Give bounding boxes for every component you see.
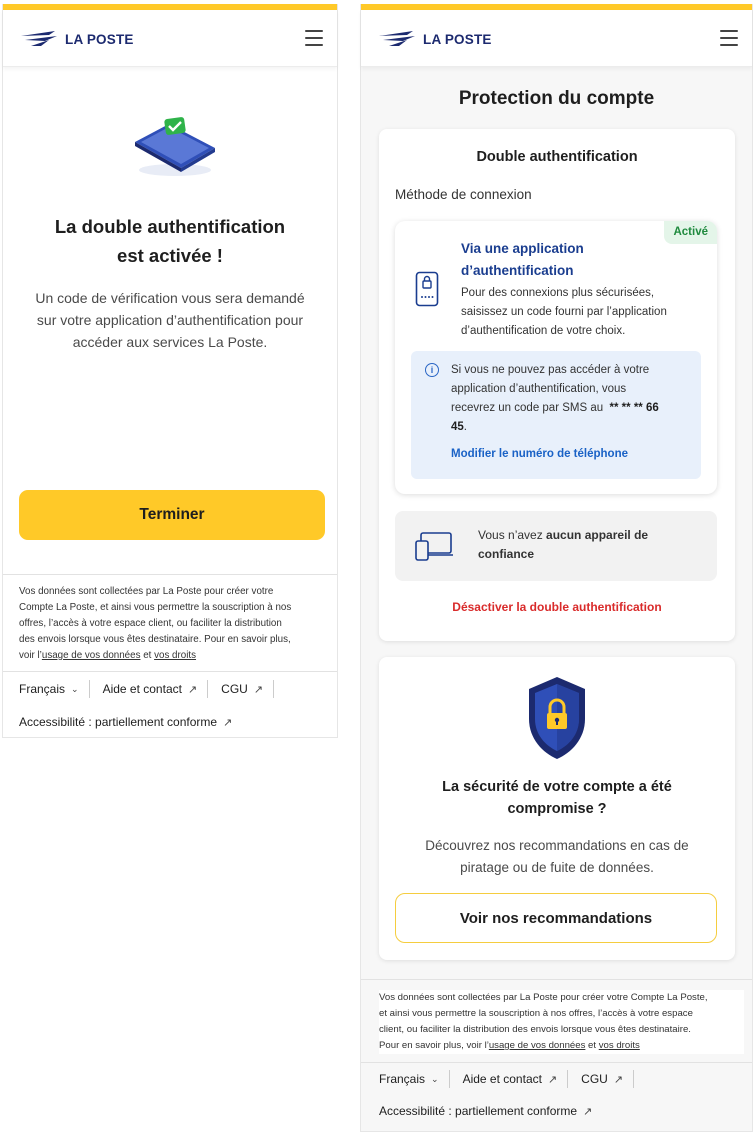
- legal-line: Vos données sont collectées par La Poste pour créer votre Compte La Poste,: [379, 992, 708, 1003]
- title-line: La double authentification: [54, 216, 286, 237]
- security-advice-card: [379, 657, 735, 960]
- la-poste-logo[interactable]: [377, 30, 492, 48]
- confirmation-screen: [2, 4, 338, 738]
- trusted-devices-box: [395, 511, 717, 581]
- help-contact-link[interactable]: [103, 680, 209, 698]
- cgu-link[interactable]: [221, 680, 274, 698]
- method-title-line: d’authentification: [461, 263, 574, 278]
- language-selector[interactable]: [379, 1070, 450, 1088]
- text-line: sur votre application d’authentification pour: [36, 312, 304, 328]
- two-factor-card: [379, 129, 735, 641]
- shield-lock-icon: [527, 675, 587, 766]
- legal-line: Compte La Poste, et ainsi vous permettre la souscription à nos: [19, 602, 292, 613]
- security-title: [409, 776, 705, 820]
- footer-links: [19, 680, 327, 698]
- info-icon: i: [425, 363, 439, 377]
- legal-text: Pour en savoir plus, voir l’: [379, 1040, 489, 1051]
- phone-check-illustration: [129, 114, 221, 191]
- external-arrow-icon: ↗: [253, 683, 264, 696]
- status-badge: Activé: [664, 221, 717, 244]
- card-title: Double authentification: [476, 149, 638, 165]
- accessibility-label: Accessibilité : partiellement conforme: [379, 1104, 578, 1118]
- data-usage-link[interactable]: usage de vos données: [488, 1040, 586, 1051]
- logo-text: LA POSTE: [423, 31, 492, 47]
- legal-line: et ainsi vous permettre la souscription à nos offres, l’accès à votre espace: [379, 1008, 693, 1019]
- method-title: [461, 238, 661, 282]
- security-text-line: piratage ou de fuite de données.: [460, 860, 654, 875]
- language-label: Français: [379, 1072, 426, 1086]
- trusted-bold: aucun appareil de: [546, 528, 649, 542]
- trusted-line: [478, 545, 678, 564]
- divider: [361, 1062, 752, 1063]
- legal-line: [19, 648, 321, 664]
- security-title-line: compromise ?: [507, 801, 607, 817]
- accessibility-link[interactable]: [19, 715, 232, 729]
- security-title-line: La sécurité de votre compte a été: [442, 779, 672, 795]
- accessibility-link[interactable]: [379, 1104, 592, 1118]
- method-label: Méthode de connexion: [395, 187, 532, 202]
- chevron-down-icon: ⌄: [431, 1073, 439, 1084]
- info-line: Si vous ne pouvez pas accéder à votre: [451, 364, 650, 376]
- header: [3, 10, 337, 67]
- title-line: est activée !: [117, 245, 223, 266]
- trusted-devices-text: [478, 526, 678, 564]
- desc-line: Pour des connexions plus sécurisées,: [461, 287, 655, 299]
- cgu-label: CGU: [581, 1072, 608, 1086]
- rights-link[interactable]: vos droits: [598, 1040, 640, 1051]
- security-text-line: Découvrez nos recommandations en cas de: [425, 838, 689, 853]
- text-line: Un code de vérification vous sera demandé: [35, 290, 305, 306]
- see-recommendations-button[interactable]: Voir nos recommandations: [395, 893, 717, 943]
- legal-notice: [379, 990, 744, 1054]
- help-contact-link[interactable]: [463, 1070, 569, 1088]
- external-arrow-icon: ↗: [223, 717, 233, 729]
- legal-line: Vos données sont collectées par La Poste pour créer votre: [19, 586, 274, 597]
- method-title-line: Via une application: [461, 241, 584, 256]
- legal-text: et: [140, 650, 155, 661]
- la-poste-bird-icon: [19, 30, 59, 48]
- desc-line: d’authentification de votre choix.: [461, 325, 626, 337]
- language-label: Français: [19, 682, 66, 696]
- trusted-line: [478, 526, 678, 545]
- divider: [361, 979, 752, 980]
- method-description: [461, 284, 706, 341]
- sms-fallback-info: [411, 351, 701, 479]
- legal-line: client, ou faciliter la distribution des envois lorsque vous êtes destinataire.: [379, 1024, 691, 1035]
- info-line: [451, 418, 687, 437]
- legal-line: [379, 1038, 744, 1054]
- auth-app-method-card: [395, 221, 717, 494]
- confirmation-title: [3, 212, 337, 270]
- cgu-link[interactable]: [581, 1070, 634, 1088]
- footer-links: [379, 1070, 742, 1088]
- text-line: accéder aux services La Poste.: [72, 334, 268, 350]
- hamburger-icon[interactable]: [720, 30, 738, 46]
- legal-line: des envois lorsque vous êtes destinataire. Pour en savoir plus,: [19, 634, 291, 645]
- external-arrow-icon: ↗: [187, 683, 198, 696]
- security-text: [401, 835, 713, 879]
- hamburger-icon[interactable]: [305, 30, 323, 46]
- external-arrow-icon: ↗: [583, 1106, 593, 1118]
- masked-phone-number: ** ** ** 66: [609, 402, 659, 414]
- page-title: Protection du compte: [458, 88, 655, 109]
- info-line: [451, 399, 687, 418]
- account-protection-screen: [360, 4, 753, 1132]
- trusted-pre: Vous n’avez: [478, 528, 547, 542]
- info-line-text: recevrez un code par SMS au: [451, 402, 604, 414]
- la-poste-bird-icon: [377, 30, 417, 48]
- confirmation-text: [23, 287, 317, 353]
- trusted-bold: confiance: [478, 547, 535, 561]
- divider: [3, 574, 337, 575]
- chevron-down-icon: ⌄: [71, 683, 79, 694]
- external-arrow-icon: ↗: [613, 1073, 624, 1086]
- rights-link[interactable]: vos droits: [154, 650, 197, 661]
- data-usage-link[interactable]: usage de vos données: [41, 650, 141, 661]
- disable-2fa-link[interactable]: Désactiver la double authentification: [452, 600, 662, 614]
- info-line: application d’authentification, vous: [451, 383, 627, 395]
- phone-lock-icon: [415, 271, 439, 312]
- help-label: Aide et contact: [102, 682, 182, 696]
- external-arrow-icon: ↗: [547, 1073, 558, 1086]
- divider: [3, 671, 337, 672]
- legal-text: et: [585, 1040, 599, 1051]
- desc-line: saisissez un code fourni par l’application: [461, 306, 667, 318]
- legal-text: voir l’: [19, 650, 42, 661]
- masked-phone-number-end: 45: [451, 421, 464, 433]
- la-poste-logo[interactable]: [19, 30, 134, 48]
- header: [361, 10, 752, 67]
- edit-phone-link[interactable]: Modifier le numéro de téléphone: [451, 448, 628, 460]
- accessibility-label: Accessibilité : partiellement conforme: [19, 715, 218, 729]
- help-label: Aide et contact: [462, 1072, 542, 1086]
- language-selector[interactable]: [19, 680, 90, 698]
- cgu-label: CGU: [221, 682, 248, 696]
- info-punctuation: .: [463, 421, 467, 433]
- logo-text: LA POSTE: [65, 31, 134, 47]
- devices-icon: [415, 531, 455, 566]
- legal-notice: [19, 584, 321, 664]
- finish-button[interactable]: Terminer: [19, 490, 325, 540]
- info-text: [451, 361, 687, 437]
- legal-line: offres, l’accès à votre espace client, ou faciliter la distribution: [19, 618, 282, 629]
